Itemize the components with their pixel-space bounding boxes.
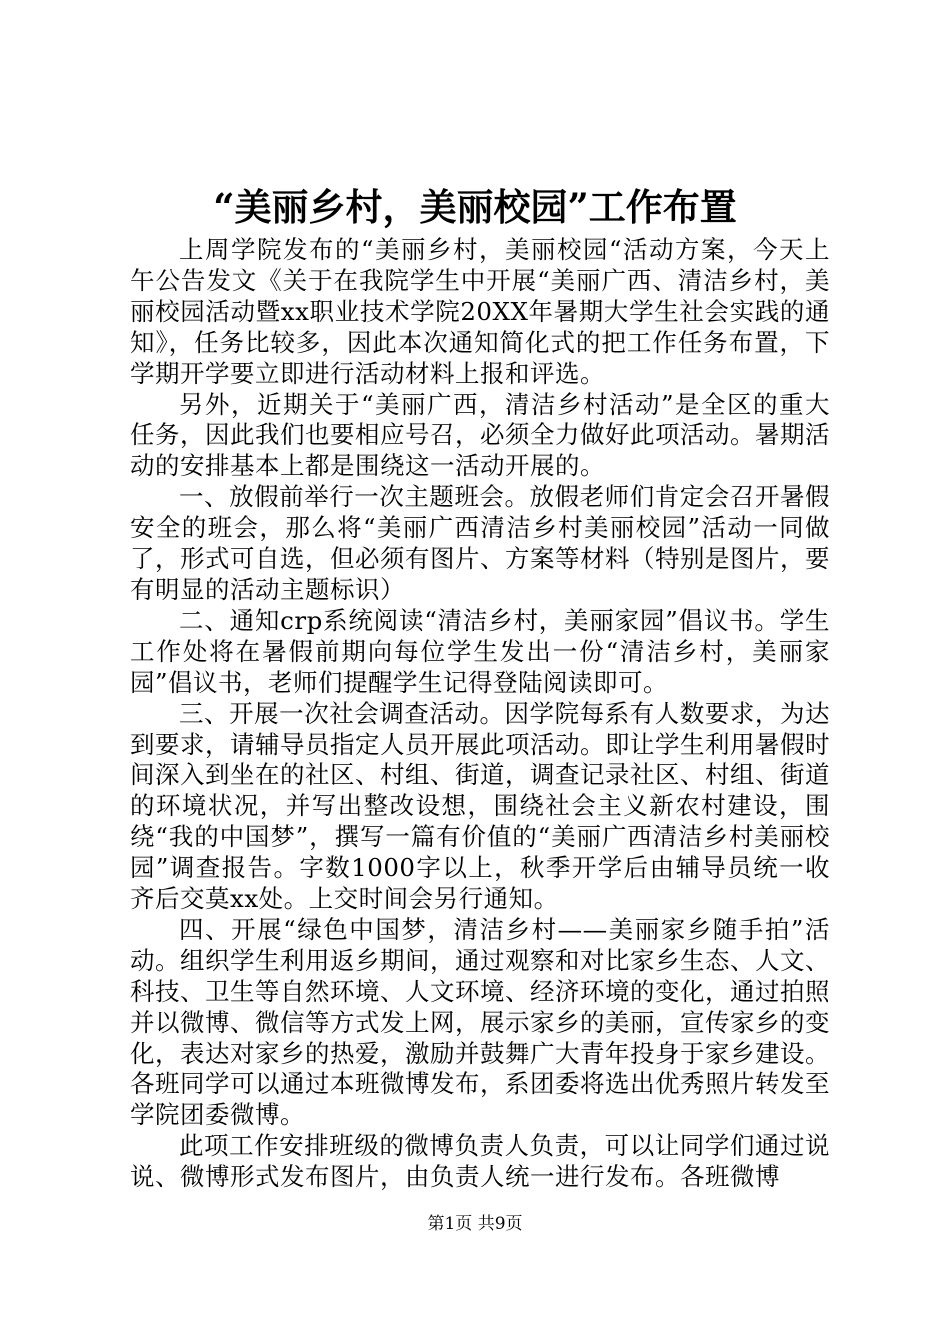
paragraph-item-2: 二、通知crp系统阅读“清洁乡村，美丽家园”倡议书。学生工作处将在暑假前期向每位学生发出一份“清洁乡村，美丽家园”倡议书，老师们提醒学生记得登陆阅读即可。 [130, 605, 830, 697]
paragraph-item-1: 一、放假前举行一次主题班会。放假老师们肯定会召开暑假安全的班会，那么将“美丽广西清洁乡村美丽校园”活动一同做了，形式可自选，但必须有图片、方案等材料（特别是图片，要有明显的活动主题标识） [130, 482, 830, 604]
paragraph-item-4: 四、开展“绿色中国梦，清洁乡村——美丽家乡随手拍”活动。组织学生利用返乡期间，通过观察和对比家乡生态、人文、科技、卫生等自然环境、人文环境、经济环境的变化，通过拍照并以微博、微信等方式发上网，展示家乡的美丽，宣传家乡的变化，表达对家乡的热爱，激励并鼓舞广大青年投身于家乡建设。各班同学可以通过本班微博发布，系团委将选出优秀照片转发至学院团委微博。 [130, 914, 830, 1130]
document-title: “美丽乡村，美丽校园”工作布置 [213, 185, 737, 229]
document-body [130, 235, 830, 1193]
paragraph-intro: 上周学院发布的“美丽乡村，美丽校园“活动方案，今天上午公告发文《关于在我院学生中开展“美丽广西、清洁乡村，美丽校园活动暨xx职业技术学院20XX年暑期大学生社会实践的通知》，任务比较多，因此本次通知简化式的把工作任务布置，下学期开学要立即进行活动材料上报和评选。 [130, 235, 830, 388]
page-footer: 第1页 共9页 [427, 1214, 523, 1234]
paragraph-item-3: 三、开展一次社会调查活动。因学院每系有人数要求，为达到要求，请辅导员指定人员开展此项活动。即让学生利用暑假时间深入到坐在的社区、村组、街道，调查记录社区、村组、街道的环境状况，并写出整改设想，围绕社会主义新农村建设，围绕“我的中国梦”，撰写一篇有价值的“美丽广西清洁乡村美丽校园”调查报告。字数1000字以上，秋季开学后由辅导员统一收齐后交莫xx处。上交时间会另行通知。 [130, 698, 830, 914]
paragraph-background: 另外，近期关于“美丽广西，清洁乡村活动”是全区的重大任务，因此我们也要相应号召，必须全力做好此项活动。暑期活动的安排基本上都是围绕这一活动开展的。 [130, 389, 830, 481]
paragraph-closing: 此项工作安排班级的微博负责人负责，可以让同学们通过说说、微博形式发布图片，由负责人统一进行发布。各班微博 [130, 1131, 830, 1192]
